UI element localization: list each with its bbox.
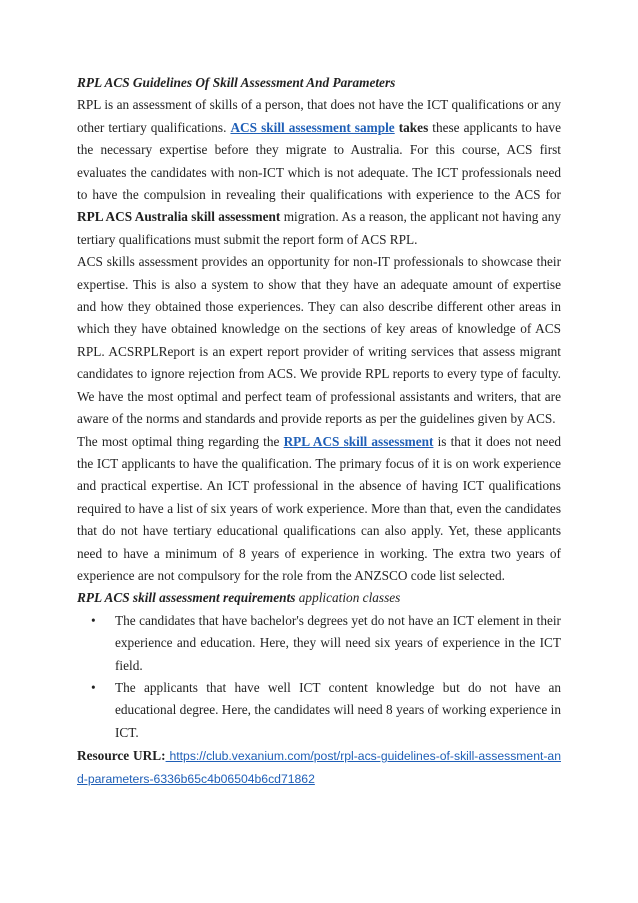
requirements-heading: [77, 587, 561, 609]
optimal-text-a: The most optimal thing regarding the: [77, 433, 284, 449]
intro-bold-rpl: RPL ACS Australia skill assessment: [77, 209, 281, 225]
intro-text-a: RPL is an assessment of skills of a person, that does not have the ICT qualifications or any other tertiary qualifications.: [77, 97, 561, 135]
requirements-list: [77, 610, 561, 744]
bullet-icon: •: [91, 612, 96, 628]
resource-url-link[interactable]: https://club.vexanium.com/post/rpl-acs-guidelines-of-skill-assessment-and-parameters-6336b65c4b06504b6cd71862: [77, 749, 561, 786]
intro-text-b: these applicants to have the necessary expertise before they migrate to Australia. For this course, ACS first evaluates the candidates with non-ICT which is not adequate. The ICT professionals need to have the compulsion in revealing their qualifications with experience to the ACS for: [77, 119, 561, 203]
document-page: [77, 72, 561, 790]
requirements-heading-rest: application classes: [295, 590, 401, 606]
resource-line: [77, 745, 561, 790]
list-item: [77, 677, 561, 744]
intro-bold-takes: takes: [394, 119, 429, 135]
acs-skill-assessment-sample-link[interactable]: ACS skill assessment sample: [230, 119, 395, 135]
intro-text-c: migration. As a reason, the applicant not having any tertiary qualifications must submit the report form of ACS RPL.: [77, 209, 561, 247]
optimal-thing-paragraph: [77, 431, 561, 588]
list-item: [77, 610, 561, 677]
requirements-heading-bold: RPL ACS skill assessment requirements: [77, 590, 296, 606]
list-item-text: The candidates that have bachelor's degrees yet do not have an ICT element in their experience and education. Here, they will need six years of experience in the ICT field.: [115, 612, 561, 673]
rpl-acs-skill-assessment-link[interactable]: RPL ACS skill assessment: [283, 433, 434, 449]
intro-paragraph: [77, 94, 561, 251]
list-item-text: The applicants that have well ICT content knowledge but do not have an educational degree. Here, the candidates will need 8 years of working experience in ICT.: [115, 679, 561, 740]
optimal-text-b: is that it does not need the ICT applicants to have the qualification. The primary focus of it is on work experience and practical expertise. An ICT professional in the absence of having ICT qualifications required to have a list of six years of work experience. More than that, even the candidates that do not have tertiary educational qualifications can also apply. Yet, these applicants need to have a minimum of 8 years of experience in working. The extra two years of experience are not compulsory for the role from the ANZSCO code list selected.: [77, 433, 561, 583]
resource-label: Resource URL:: [77, 748, 166, 764]
section-heading: RPL ACS Guidelines Of Skill Assessment And Parameters: [77, 75, 396, 90]
skills-assessment-paragraph: ACS skills assessment provides an opportunity for non-IT professionals to showcase their expertise. This is also a system to show that they have an adequate amount of expertise and how they obtained those experiences. They can also describe different other areas in which they have obtained knowledge on the sections of key areas of knowledge of ACS RPL. ACSRPLReport is an expert report provider of writing services that assess migrant candidates to ignore rejection from ACS. We provide RPL reports to every type of faculty. We have the most optimal and perfect team of professional assistants and writers, that are aware of the norms and standards and provide reports as per the guidelines given by ACS.: [77, 254, 561, 427]
bullet-icon: •: [91, 679, 96, 695]
